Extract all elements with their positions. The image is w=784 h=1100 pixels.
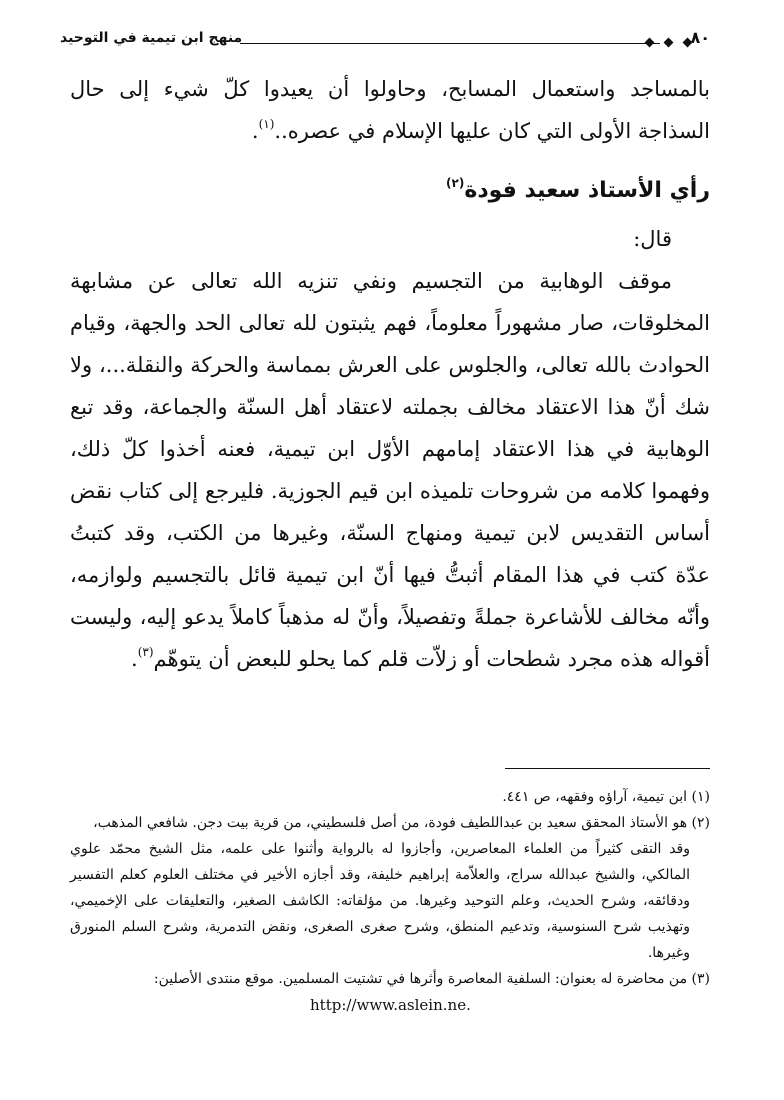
main-text [70, 68, 710, 680]
running-header [60, 30, 710, 54]
paragraph: بالمساجد واستعمال المسابح، وحاولوا أن يعيدوا كلّ شيء إلى حال السذاجة الأولى التي كان عليها الإسلام في عصره..$^{(١)}$. [70, 77, 710, 143]
header-diamond [645, 38, 655, 48]
page-number: ٨٠ [690, 28, 710, 47]
header-book-title: منهج ابن تيمية في التوحيد [60, 30, 243, 46]
section-heading: رأي الأستاذ سعيد فودة$^{(٢)}$ [446, 176, 710, 203]
footnote-url: http://www.aslein.ne. [310, 996, 471, 1014]
footnote-separator [505, 768, 710, 769]
footnote: (١) ابن تيمية، آراؤه وفقهه، ص ٤٤١. [502, 789, 710, 805]
header-diamond [664, 38, 674, 48]
said-label: قال: [633, 227, 672, 251]
footnote: (٣) من محاضرة له بعنوان: السلفية المعاصرة وأثرها في تشتيت المسلمين. موقع منتدى الأصلين: [153, 971, 710, 987]
paragraph: موقف الوهابية من التجسيم ونفي تنزيه الله تعالى عن مشابهة المخلوقات، صار مشهوراً معلوماً، فهم يثبتون لله تعالى الحد والجهة، وقيام الحوادث بالله تعالى، والجلوس على العرش بمماسة والحركة والنقلة...، ولا شك أنّ هذا الاعتقاد مخالف بجملته لاعتقاد أهل السنّة والجماعة، وقد تبع الوهابية في هذا الاعتقاد إمامهم الأوّل ابن تيمية، فعنه أخذوا كلّ ذلك، وفهموا كلامه من شروحات تلميذه ابن قيم الجوزية. فليرجع إلى كتاب نقض أساس التقديس لابن تيمية ومنهاج السنّة، وغيرها من الكتب، وقد كتبتُ عدّة كتب في هذا المقام أثبتُّ فيها أنّ ابن تيمية قائل بالتجسيم ولوازمه، وأنّه مخالف للأشاعرة جملةً وتفصيلاً، وأنّ له مذهباً كاملاً يدعو إليه، وليست أقواله هذه مجرد شطحات أو زلاّت قلم كما يحلو للبعض أن يتوهّم$^{(٣)}$. [70, 269, 710, 671]
footnote: (٢) هو الأستاذ المحقق سعيد بن عبداللطيف فودة، من أصل فلسطيني، من قرية بيت دجن. شافعي المذهب، [93, 815, 710, 831]
footnotes [70, 784, 710, 1018]
header-rule [240, 43, 660, 44]
footnote-ref: (١) [258, 117, 275, 131]
footnote-ref: (٣) [137, 645, 154, 659]
footnote-continuation: وقد التقى كثيراً من العلماء المعاصرين، وأجازوا له بالرواية وأثنوا على علمه، مثل الشيخ محمّد علوي المالكي، والشيخ عبدالله سراج، والعلاّمة إبراهيم خليفة، وقد أجازه الأخير في مختلف العلوم كعلم التفسير ودقائقه، وشرح الحديث، وعلم التوحيد وغيرها. من مؤلفاته: الكاشف الصغير، والتعليقات على الإخميمي، وتهذيب شرح السنوسية، وتدعيم المنطق، وشرح صغرى الصغرى، ونقض التدمرية، وشرح السلم المنورق وغيرها. [70, 841, 690, 961]
footnote-ref: (٢) [446, 176, 465, 190]
